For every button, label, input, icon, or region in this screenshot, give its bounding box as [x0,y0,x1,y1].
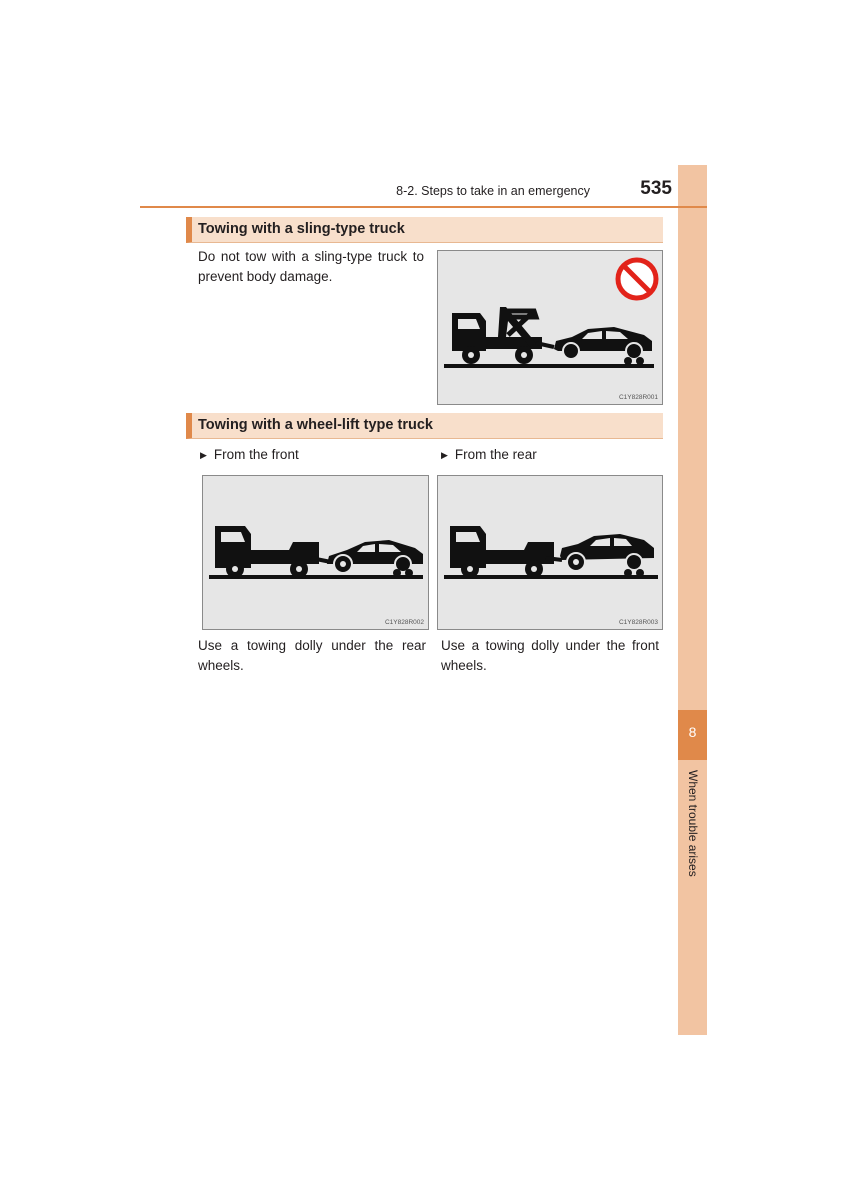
chapter-side-tab [678,165,707,1035]
sling-truck-figure [437,250,663,405]
triangle-bullet-icon: ▶ [200,450,207,460]
header-rule [140,206,707,208]
chapter-number: 8 [678,710,707,760]
figure-code: C1Y828R003 [618,619,658,626]
bullet-from-rear-label: From the rear [454,447,537,462]
bullet-from-front-label: From the front [213,447,299,462]
wheel-lift-rear-figure [437,475,663,630]
section-heading-wheel-lift [186,413,663,439]
section-heading-wheel-lift-text: Towing with a wheel-lift type truck [198,417,433,433]
chapter-label: When trouble arises [686,770,700,877]
rear-caption: Use a towing dolly under the front wheels. [441,638,659,673]
section-heading-sling [186,217,663,243]
bullet-from-rear [441,446,537,465]
sling-warning-text: Do not tow with a sling-type truck to prevent body damage. [198,249,424,284]
page-number: 535 [640,178,672,199]
running-header-title: 8-2. Steps to take in an emergency [396,184,590,198]
section-heading-sling-text: Towing with a sling-type truck [198,221,405,237]
front-caption: Use a towing dolly under the rear wheels. [198,638,426,673]
triangle-bullet-icon: ▶ [441,450,448,460]
prohibition-icon [618,260,656,298]
bullet-from-front [200,446,299,465]
wheel-lift-front-figure [202,475,429,630]
figure-code: C1Y828R001 [618,394,658,401]
figure-code: C1Y828R002 [384,619,424,626]
